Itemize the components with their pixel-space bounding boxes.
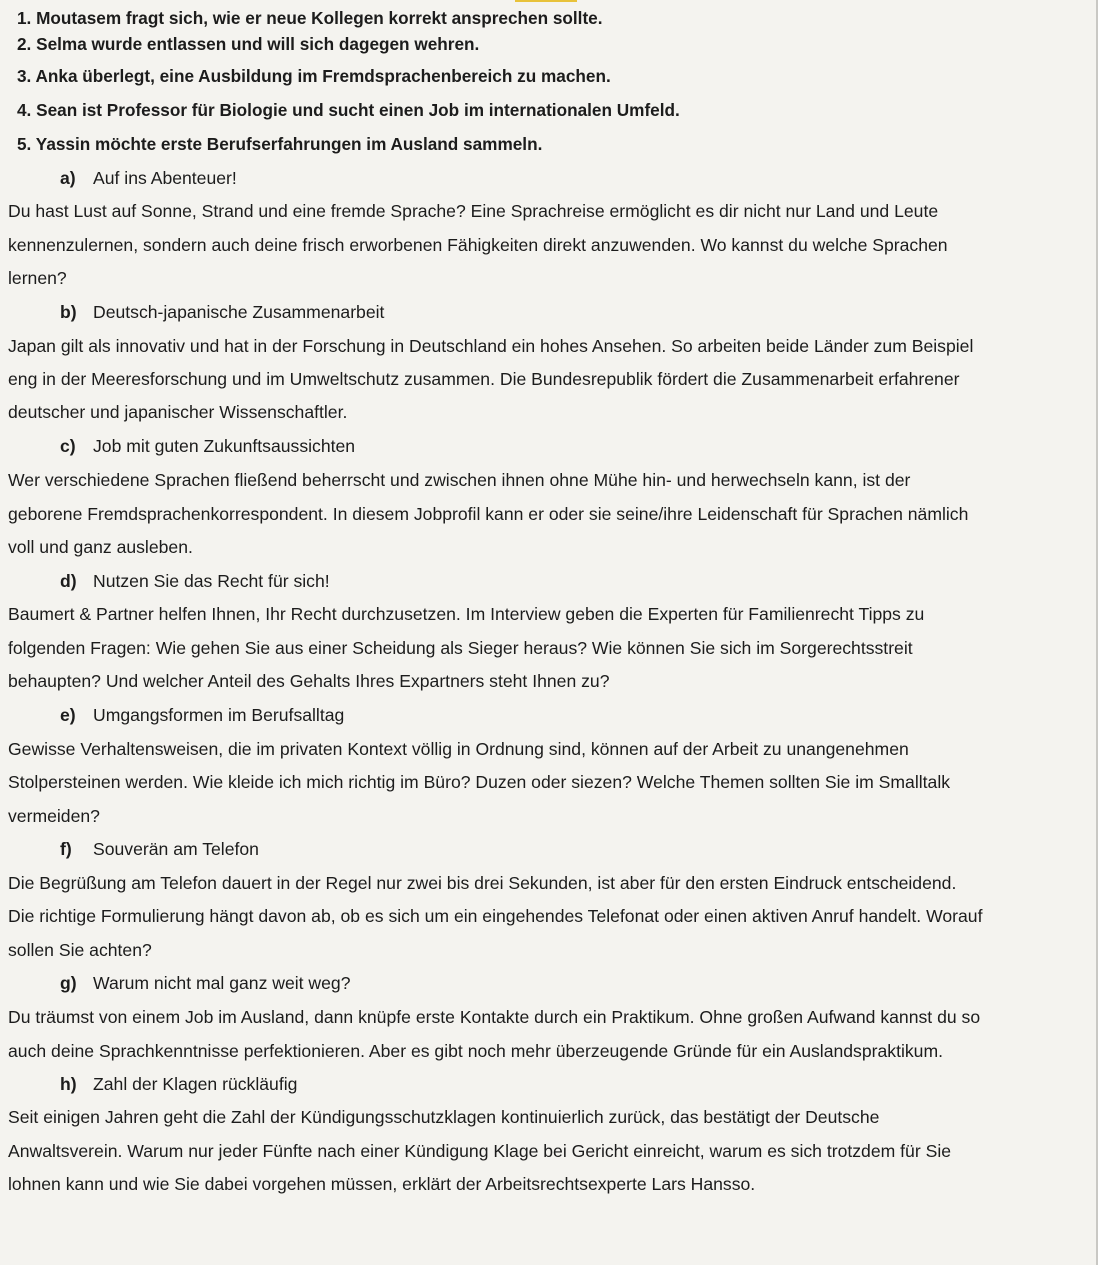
- text-a-heading: [60, 167, 237, 189]
- text-e-title: Umgangsformen im Berufsalltag: [93, 705, 345, 725]
- text-b-line: eng in der Meeresforschung und im Umweltschutz zusammen. Die Bundesrepublik fördert die Zusammenarbeit erfahrener: [8, 369, 960, 389]
- text-c-line: geborene Fremdsprachenkorrespondent. In diesem Jobprofil kann er oder sie seine/ihre Leidenschaft für Sprachen nämlich: [8, 504, 969, 524]
- text-g-heading: [60, 972, 351, 994]
- highlight-mark: [515, 0, 577, 2]
- question-2: 2. Selma wurde entlassen und will sich dagegen wehren.: [17, 34, 480, 54]
- text-h-line: Seit einigen Jahren geht die Zahl der Kündigungsschutzklagen kontinuierlich zurück, das bestätigt der Deutsche: [8, 1107, 880, 1127]
- text-c-line: voll und ganz ausleben.: [8, 537, 193, 557]
- text-a-line: lernen?: [8, 268, 67, 288]
- text-c-title: Job mit guten Zukunftsaussichten: [93, 436, 356, 456]
- question-3: 3. Anka überlegt, eine Ausbildung im Fremdsprachenbereich zu machen.: [17, 66, 611, 86]
- text-b-line: deutscher und japanischer Wissenschaftler.: [8, 402, 348, 422]
- text-e-line: vermeiden?: [8, 806, 100, 826]
- text-d-title: Nutzen Sie das Recht für sich!: [93, 571, 330, 591]
- text-a-title: Auf ins Abenteuer!: [93, 168, 237, 188]
- text-h-title: Zahl der Klagen rückläufig: [93, 1074, 298, 1094]
- text-a-line: Du hast Lust auf Sonne, Strand und eine fremde Sprache? Eine Sprachreise ermöglicht es dir nicht nur Land und Leute: [8, 201, 939, 221]
- text-c-label: c): [60, 436, 76, 456]
- question-1: 1. Moutasem fragt sich, wie er neue Kollegen korrekt ansprechen sollte.: [17, 8, 603, 28]
- text-b-label: b): [60, 302, 77, 322]
- text-g-line: auch deine Sprachkenntnisse perfektionieren. Aber es gibt noch mehr überzeugende Gründe für ein Auslandspraktikum.: [8, 1041, 944, 1061]
- text-d-label: d): [60, 571, 77, 591]
- text-d-line: behaupten? Und welcher Anteil des Gehalts Ihres Expartners steht Ihnen zu?: [8, 671, 610, 691]
- text-g-line: Du träumst von einem Job im Ausland, dann knüpfe erste Kontakte durch ein Praktikum. Ohne großen Aufwand kannst du so: [8, 1007, 981, 1027]
- text-e-heading: [60, 704, 344, 726]
- text-f-title: Souverän am Telefon: [93, 839, 259, 859]
- text-f-line: Die Begrüßung am Telefon dauert in der Regel nur zwei bis drei Sekunden, ist aber für den ersten Eindruck entscheidend.: [8, 873, 957, 893]
- text-f-line: sollen Sie achten?: [8, 940, 152, 960]
- text-h-line: Anwaltsverein. Warum nur jeder Fünfte nach einer Kündigung Klage bei Gericht einreicht, warum es sich trotzdem für Sie: [8, 1141, 952, 1161]
- text-f-line: Die richtige Formulierung hängt davon ab, ob es sich um ein eingehendes Telefonat oder einen aktiven Anruf handelt. Worauf: [8, 906, 983, 926]
- text-g-title: Warum nicht mal ganz weit weg?: [93, 973, 351, 993]
- text-f-label: f): [60, 839, 72, 859]
- text-b-heading: [60, 301, 384, 323]
- text-e-line: Stolpersteinen werden. Wie kleide ich mich richtig im Büro? Duzen oder siezen? Welche Themen sollten Sie im Smalltalk: [8, 772, 951, 792]
- text-e-label: e): [60, 705, 76, 725]
- question-5: 5. Yassin möchte erste Berufserfahrungen im Ausland sammeln.: [17, 134, 543, 154]
- text-d-heading: [60, 570, 330, 592]
- text-d-line: folgenden Fragen: Wie gehen Sie aus einer Scheidung als Sieger heraus? Wie können Sie sich im Sorgerechtsstreit: [8, 638, 913, 658]
- text-h-line: lohnen kann und wie Sie dabei vorgehen müssen, erklärt der Arbeitsrechtsexperte Lars Hansso.: [8, 1174, 756, 1194]
- text-c-line: Wer verschiedene Sprachen fließend beherrscht und zwischen ihnen ohne Mühe hin- und herwechseln kann, ist der: [8, 470, 911, 490]
- text-b-line: Japan gilt als innovativ und hat in der Forschung in Deutschland ein hohes Ansehen. So arbeiten beide Länder zum Beispiel: [8, 336, 974, 356]
- text-f-heading: [60, 838, 259, 860]
- question-4: 4. Sean ist Professor für Biologie und sucht einen Job im internationalen Umfeld.: [17, 100, 680, 120]
- text-b-title: Deutsch-japanische Zusammenarbeit: [93, 302, 385, 322]
- text-a-line: kennenzulernen, sondern auch deine frisch erworbenen Fähigkeiten direkt anzuwenden. Wo kannst du welche Sprachen: [8, 235, 948, 255]
- text-g-label: g): [60, 973, 77, 993]
- text-c-heading: [60, 435, 355, 457]
- text-d-line: Baumert & Partner helfen Ihnen, Ihr Recht durchzusetzen. Im Interview geben die Experten für Familienrecht Tipps zu: [8, 604, 925, 624]
- text-h-label: h): [60, 1074, 77, 1094]
- text-e-line: Gewisse Verhaltensweisen, die im privaten Kontext völlig in Ordnung sind, können auf der Arbeit zu unangenehmen: [8, 739, 909, 759]
- text-h-heading: [60, 1073, 297, 1095]
- text-a-label: a): [60, 168, 76, 188]
